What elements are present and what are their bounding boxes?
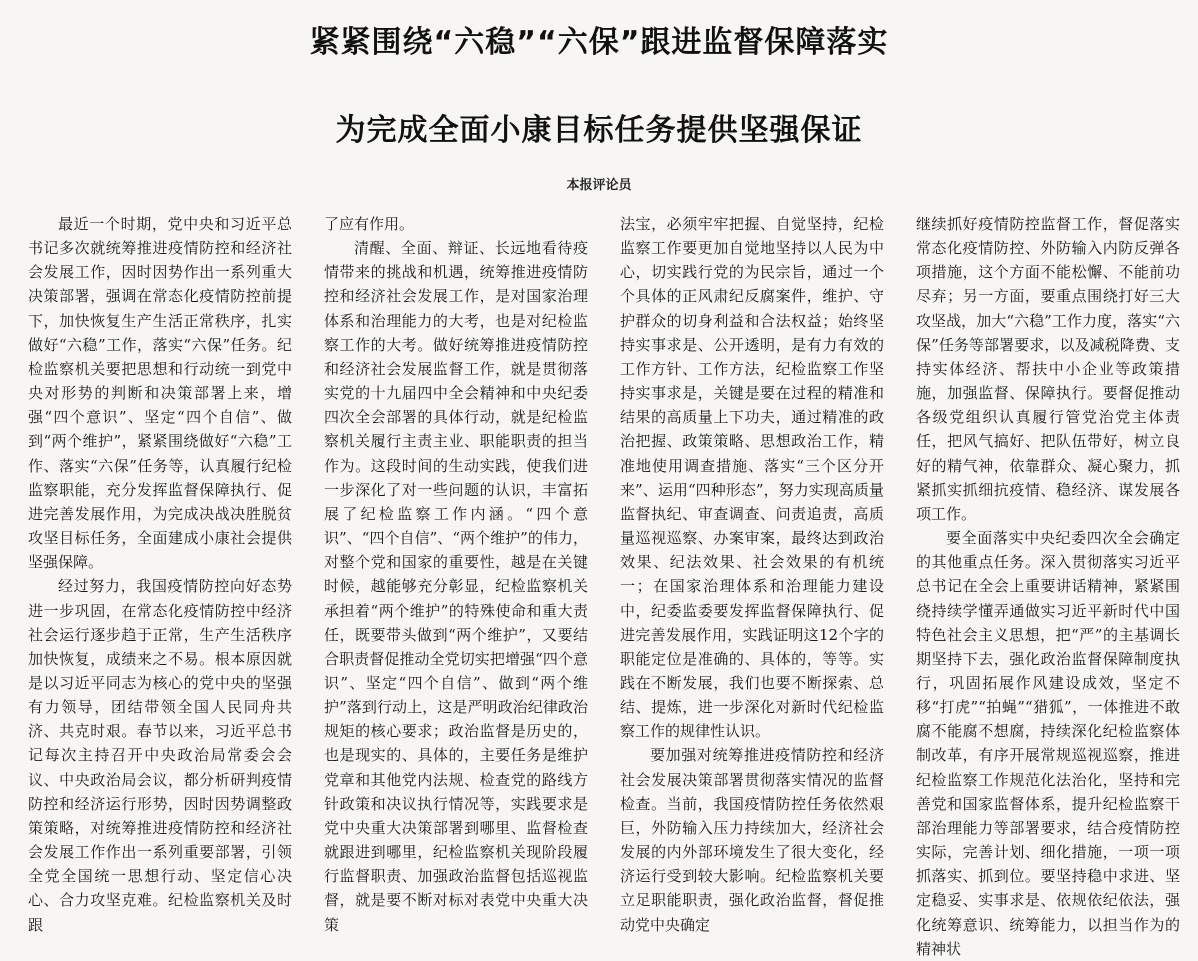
- paragraph-continuation: 法宝，必须牢牢把握、自觉坚持，纪检监察工作要更加自觉地坚持以人民为中心，切实践行党的为民宗旨，通过一个个具体的正风肃纪反腐案件，维护、守护群众的切身利益和合法权益；始终坚持实事求是、公开透明，是有力有效的工作方针、工作方法，纪检监察工作坚持实事求是，关键是要在过程的精准和结果的高质量上下功夫，通过精准的政治把握、政策策略、思想政治工作，精准地使用调查措施、落实“三个区分开来”、运用“四种形态”，努力实现高质量监督执纪、审查调查、问责追责，高质量巡视巡察、办案审案，最终达到政治效果、纪法效果、社会效果的有机统一；在国家治理体系和治理能力建设中，纪委监委要发挥监督保障执行、促进完善发展作用，实践证明这12个字的职能定位是准确的、具体的，等等。实践在不断发展，我们也要不断探索、总结、提炼，进一步深化对新时代纪检监察工作的规律性认识。: [620, 215, 884, 741]
- byline: 本报评论员: [566, 178, 632, 193]
- paragraph: 要全面落实中央纪委四次全会确定的其他重点任务。深入贯彻落实习近平总书记在全会上重要讲话精神，紧紧围绕持续学懂弄通做实习近平新时代中国特色社会主义思想，把“严”的主基调长期坚持下去，强化政治监督保障制度执行，巩固拓展作风建设成效，坚定不移“打虎”“拍蝇”“猎狐”，一体推进不敢腐不能腐不想腐，持续深化纪检监察体制改革，有序开展常规巡视巡察，推进纪检监察工作规范化法治化，坚持和完善党和国家监督体系，提升纪检监察干部治理能力等部署要求，结合疫情防控实际，完善计划、细化措施，一项一项抓落实、抓到位。要坚持稳中求进、坚定稳妥、实事求是、依规依纪依法，强化统筹意识、统筹能力，以担当作为的精神状: [916, 529, 1180, 958]
- paragraph: 经过努力，我国疫情防控向好态势进一步巩固，在常态化疫情防控中经济社会运行逐步趋于正常，生产生活秩序加快恢复，成绩来之不易。根本原因就是以习近平同志为核心的党中央的坚强有力领导，团结带领全国人民同舟共济、共克时艰。春节以来，习近平总书记每次主持召开中央政治局常委会会议、中央政治局会议，都分析研判疫情防控和经济运行形势，因时因势调整政策策略，对统筹推进疫情防控和经济社会发展工作作出一系列重要部署，引领全党全国统一思想行动、坚定信心决心、合力攻坚克难。纪检监察机关及时跟: [28, 577, 292, 934]
- article-column-4: [916, 212, 1180, 958]
- paragraph: 最近一个时期，党中央和习近平总书记多次就统筹推进疫情防控和经济社会发展工作，因时因势作出一系列重大决策部署，强调在常态化疫情防控前提下，加快恢复生产生活正常秩序，扎实做好“六稳”工作，落实“六保”任务。纪检监察机关要把思想和行动统一到党中央对形势的判断和决策部署上来，增强“四个意识”、坚定“四个自信”、做到“两个维护”，紧紧围绕做好“六稳”工作、落实“六保”任务等，认真履行纪检监察职能，充分发挥监督保障执行、促进完善发展作用，为完成决战决胜脱贫攻坚目标任务，全面建成小康社会提供坚强保障。: [28, 215, 292, 572]
- paragraph-continuation: 了应有作用。: [324, 215, 415, 233]
- headline-line-1: 紧紧围绕“六稳”“六保”跟进监督保障落实: [309, 25, 889, 60]
- article-column-2: [324, 212, 588, 932]
- paragraph: 要加强对统筹推进疫情防控和经济社会发展决策部署贯彻落实情况的监督检查。当前，我国疫情防控任务依然艰巨，外防输入压力持续加大，经济社会发展的内外部环境发生了很大变化，经济运行受到较大影响。纪检监察机关要立足职能职责，强化政治监督，督促推动党中央确定: [620, 746, 884, 934]
- headline-line-2: 为完成全面小康目标任务提供坚强保证: [335, 113, 863, 148]
- article-column-3: [620, 212, 884, 932]
- paragraph: 清醒、全面、辩证、长远地看待疫情带来的挑战和机遇，统筹推进疫情防控和经济社会发展工作，是对国家治理体系和治理能力的大考，也是对纪检监察工作的大考。做好统筹推进疫情防控和经济社会发展监督工作，就是贯彻落实党的十九届四中全会精神和中央纪委四次全会部署的具体行动，就是纪检监察机关履行主责主业、职能职责的担当作为。这段时间的生动实践，使我们进一步深化了对一些问题的认识，丰富拓展了纪检监察工作内涵。“四个意识”、“四个自信”、“两个维护”的伟力，对整个党和国家的重要性，越是在关键时候，越能够充分彰显，纪检监察机关承担着“两个维护”的特殊使命和重大责任，既要带头做到“两个维护”，又要结合职责督促推动全党切实把增强“四个意识”、坚定“四个自信”、做到“两个维护”落到行动上，这是严明政治纪律政治规矩的核心要求；政治监督是历史的，也是现实的、具体的，主要任务是维护党章和其他党内法规、检查党的路线方针政策和决议执行情况等，实践要求是党中央重大决策部署到哪里、监督检查就跟进到哪里，纪检监察机关现阶段履行监督职责、加强政治监督包括巡视监督，就是要不断对标对表党中央重大决策: [324, 239, 588, 934]
- article-column-1: [28, 212, 292, 932]
- paragraph-continuation: 继续抓好疫情防控监督工作，督促落实常态化疫情防控、外防输入内防反弹各项措施，这个方面不能松懈、不能前功尽弃；另一方面，要重点围绕打好三大攻坚战，加大“六稳”工作力度，落实“六保”任务等部署要求，以及减税降费、支持实体经济、帮扶中小企业等政策措施，加强监督、保障执行。要督促推动各级党组织认真履行管党治党主体责任，把风气搞好、把队伍带好，树立良好的精气神，依靠群众、凝心聚力，抓紧抓实抓细抗疫情、稳经济、谋发展各项工作。: [916, 215, 1180, 523]
